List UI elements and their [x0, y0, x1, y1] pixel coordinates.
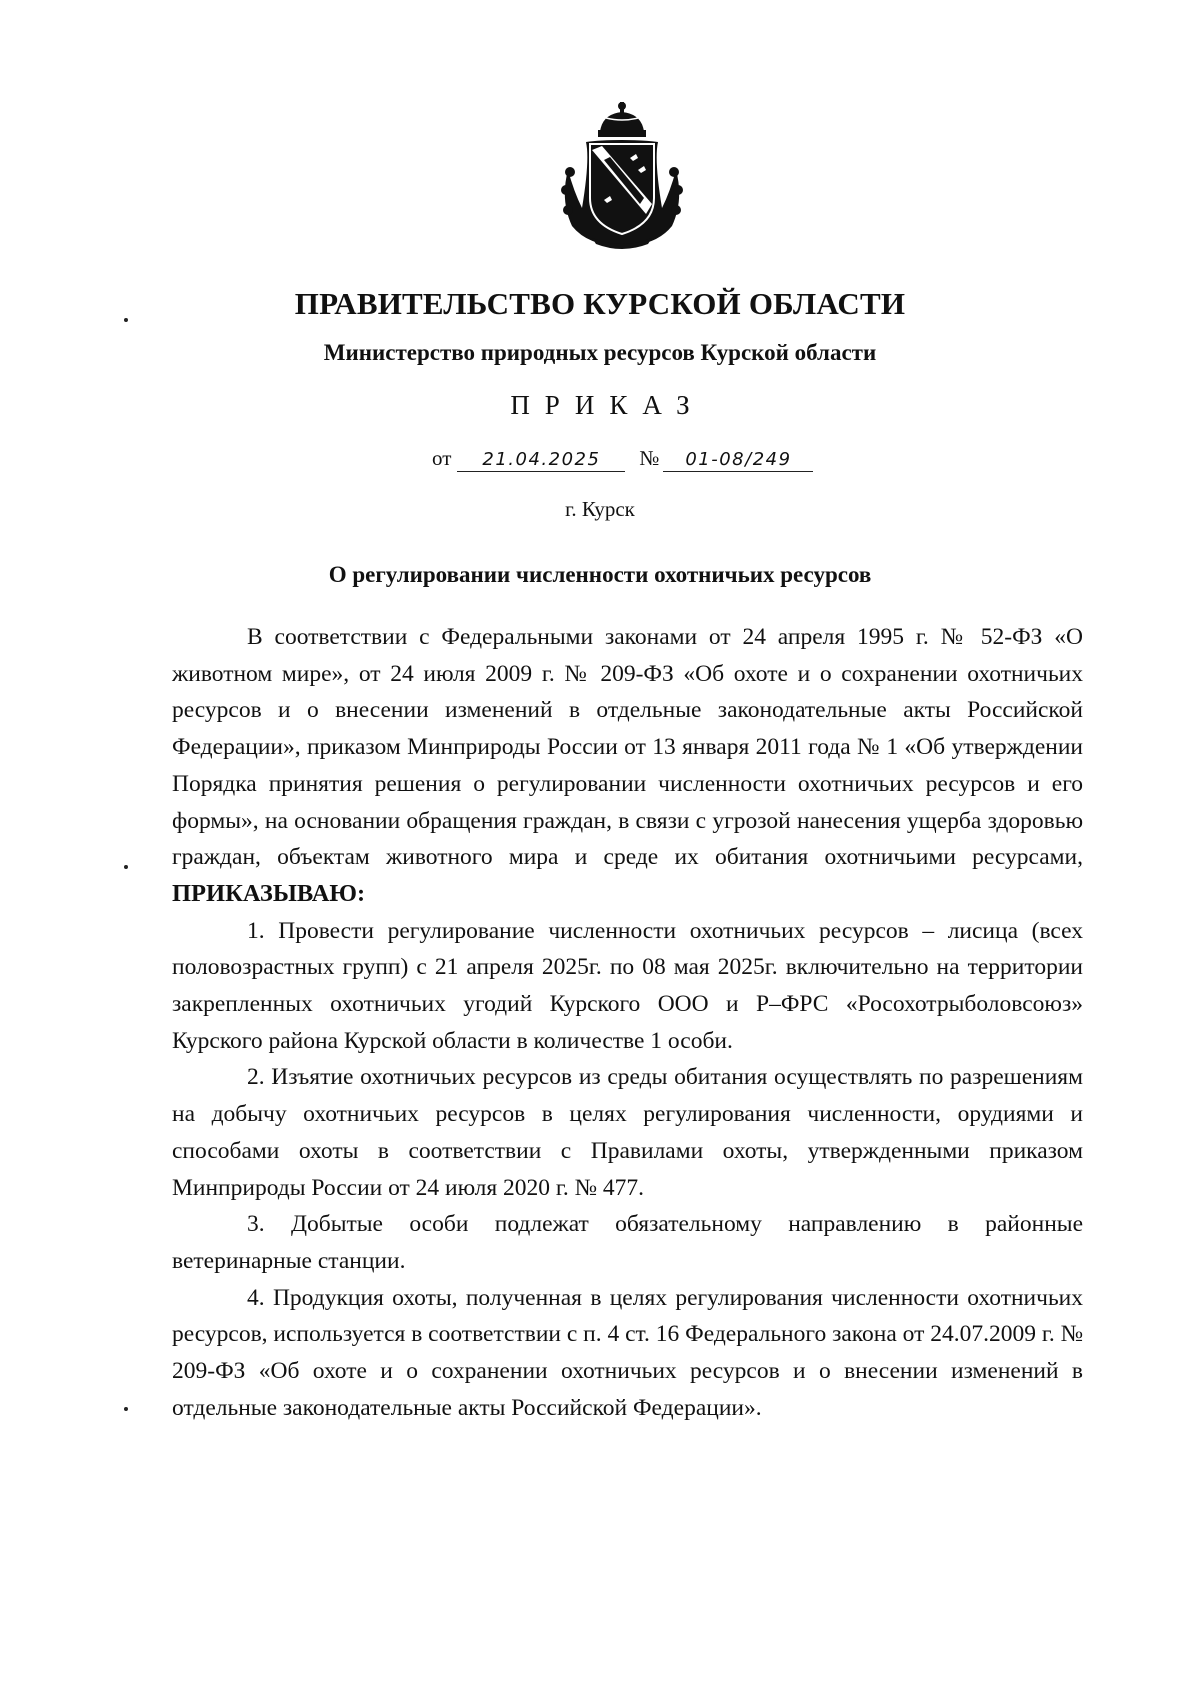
order-details [432, 446, 813, 472]
ministry-name: Министерство природных ресурсов Курской области [323, 340, 877, 365]
order-word: ПРИКАЗЫВАЮ [172, 879, 357, 907]
order-item: 2. Изъятие охотничьих ресурсов из среды обитания осуществлять по разрешениям на добычу охотничьих ресурсов в целях регулирования численности, орудиями и способами охоты в соответствии с Правилами охоты, утвержденными приказом Минприроды России от 24 июля 2020 г. № 477. [172, 1064, 1083, 1201]
document-type: ПРИКАЗ [510, 390, 705, 420]
city: г. Курск [565, 497, 635, 521]
government-name: ПРАВИТЕЛЬСТВО КУРСКОЙ ОБЛАСТИ [294, 286, 906, 321]
date-prefix: от [432, 446, 452, 470]
preamble-text: В соответствии с Федеральными законами от 24 апреля 1995 г. № 52-ФЗ «О животном мире», от 24 июля 2009 г. № 209-ФЗ «Об охоте и о сохранении охотничьих ресурсов и о внесении изменений в отдельные законодательные акты Российской Федерации», приказом Минприроды России от 13 января 2011 года № 1 «Об утверждении Порядка принятия решения о регулировании численности охотничьих ресурсов и его формы», на основании обращения граждан, в связи с угрозой нанесения ущерба здоровью граждан, объектам животного мира и среде их обитания охотничьими ресурсами, [172, 624, 1083, 871]
order-item: 3. Добытые особи подлежат обязательному направлению в районные ветеринарные станции. [172, 1211, 1083, 1274]
number-prefix: № [639, 446, 660, 470]
scan-mark [124, 1407, 128, 1411]
order-colon: : [357, 879, 366, 907]
order-date: 21.04.2025 [457, 449, 625, 472]
order-number: 01-08/249 [663, 449, 813, 472]
document-title: О регулировании численности охотничьих ресурсов [328, 562, 872, 587]
order-item: 1. Провести регулирование численности охотничьих ресурсов – лисица (всех половозрастных групп) с 21 апреля 2025г. по 08 мая 2025г. включительно на территории закрепленных охотничьих угодий Курского ООО и Р–ФРС «Росохотрыболовсоюз» Курского района Курской области в количестве 1 особи. [172, 917, 1083, 1054]
order-item: 4. Продукция охоты, полученная в целях регулирования численности охотничьих ресурсов, используется в соответствии с п. 4 ст. 16 Федерального закона от 24.07.2009 г. № 209-ФЗ «Об охоте и о сохранении охотничьих ресурсов и о внесении изменений в отдельные законодательные акты Российской Федерации». [172, 1284, 1084, 1421]
document-body [172, 619, 1083, 1426]
scan-mark [124, 865, 128, 869]
coat-of-arms-icon [558, 100, 686, 250]
preamble-paragraph [172, 619, 1083, 913]
